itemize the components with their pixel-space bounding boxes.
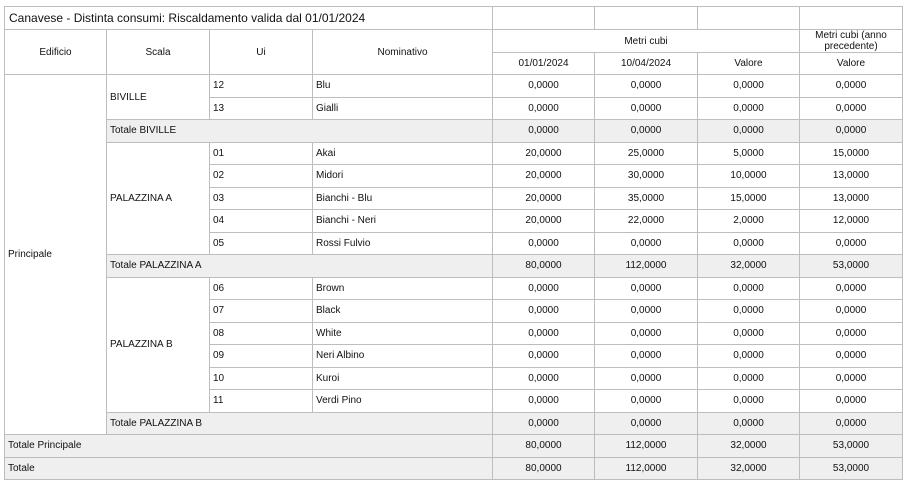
cell-date-2: 112,0000 <box>595 457 698 480</box>
ui-cell: 07 <box>210 300 313 323</box>
ui-cell: 09 <box>210 345 313 368</box>
cell-date-1: 0,0000 <box>493 277 595 300</box>
cell-valore: 32,0000 <box>698 255 800 278</box>
cell-date-1: 20,0000 <box>493 187 595 210</box>
nominativo-cell: Brown <box>313 277 493 300</box>
cell-valore-prev: 0,0000 <box>800 75 903 98</box>
consumption-table <box>4 6 903 480</box>
cell-valore-prev: 53,0000 <box>800 435 903 458</box>
table-row <box>5 75 903 98</box>
cell-date-2: 0,0000 <box>595 232 698 255</box>
nominativo-cell: Midori <box>313 165 493 188</box>
cell-date-1: 0,0000 <box>493 412 595 435</box>
cell-date-2: 112,0000 <box>595 255 698 278</box>
ui-cell: 06 <box>210 277 313 300</box>
cell-valore: 0,0000 <box>698 300 800 323</box>
ui-cell: 05 <box>210 232 313 255</box>
cell-valore-prev: 0,0000 <box>800 97 903 120</box>
table-body <box>5 7 903 480</box>
cell-date-1: 0,0000 <box>493 300 595 323</box>
grand-total-row-label: Totale <box>5 457 493 480</box>
cell-date-1: 0,0000 <box>493 75 595 98</box>
cell-valore-prev: 0,0000 <box>800 412 903 435</box>
cell-date-2: 0,0000 <box>595 97 698 120</box>
cell-date-2: 35,0000 <box>595 187 698 210</box>
cell-date-2: 0,0000 <box>595 120 698 143</box>
cell-valore-prev: 0,0000 <box>800 232 903 255</box>
cell-valore-prev: 0,0000 <box>800 345 903 368</box>
header-nominativo: Nominativo <box>313 30 493 75</box>
cell-date-1: 80,0000 <box>493 457 595 480</box>
cell-valore: 5,0000 <box>698 142 800 165</box>
empty-cell <box>800 7 903 30</box>
cell-valore: 0,0000 <box>698 75 800 98</box>
group-total-row <box>5 255 903 278</box>
nominativo-cell: Gialli <box>313 97 493 120</box>
cell-date-2: 25,0000 <box>595 142 698 165</box>
group-total-label: Totale PALAZZINA A <box>107 255 493 278</box>
cell-date-1: 80,0000 <box>493 435 595 458</box>
cell-date-1: 80,0000 <box>493 255 595 278</box>
nominativo-cell: Akai <box>313 142 493 165</box>
cell-date-1: 0,0000 <box>493 232 595 255</box>
cell-valore-prev: 0,0000 <box>800 367 903 390</box>
cell-date-2: 0,0000 <box>595 412 698 435</box>
ui-cell: 11 <box>210 390 313 413</box>
nominativo-cell: Bianchi - Neri <box>313 210 493 233</box>
ui-cell: 03 <box>210 187 313 210</box>
cell-valore: 32,0000 <box>698 435 800 458</box>
cell-date-2: 22,0000 <box>595 210 698 233</box>
building-total-row-label: Totale Principale <box>5 435 493 458</box>
cell-date-2: 0,0000 <box>595 390 698 413</box>
nominativo-cell: White <box>313 322 493 345</box>
cell-valore-prev: 0,0000 <box>800 300 903 323</box>
ui-cell: 04 <box>210 210 313 233</box>
cell-valore: 10,0000 <box>698 165 800 188</box>
group-total-row <box>5 412 903 435</box>
cell-valore: 0,0000 <box>698 277 800 300</box>
header-edificio: Edificio <box>5 30 107 75</box>
cell-valore-prev: 53,0000 <box>800 457 903 480</box>
cell-valore: 0,0000 <box>698 97 800 120</box>
ui-cell: 08 <box>210 322 313 345</box>
cell-valore: 2,0000 <box>698 210 800 233</box>
grand-total-row <box>5 457 903 480</box>
cell-valore: 0,0000 <box>698 412 800 435</box>
ui-cell: 13 <box>210 97 313 120</box>
cell-date-2: 112,0000 <box>595 435 698 458</box>
empty-cell <box>493 7 595 30</box>
nominativo-cell: Blu <box>313 75 493 98</box>
cell-valore-prev: 0,0000 <box>800 277 903 300</box>
cell-valore-prev: 53,0000 <box>800 255 903 278</box>
cell-valore: 15,0000 <box>698 187 800 210</box>
header-valore-prev: Valore <box>800 53 903 75</box>
cell-valore-prev: 13,0000 <box>800 187 903 210</box>
cell-date-1: 20,0000 <box>493 210 595 233</box>
header-date-2: 10/04/2024 <box>595 53 698 75</box>
cell-date-2: 0,0000 <box>595 367 698 390</box>
building-total-row <box>5 435 903 458</box>
cell-date-1: 0,0000 <box>493 322 595 345</box>
cell-date-2: 0,0000 <box>595 277 698 300</box>
cell-date-2: 0,0000 <box>595 75 698 98</box>
report-title: Canavese - Distinta consumi: Riscaldamento valida dal 01/01/2024 <box>5 7 493 30</box>
nominativo-cell: Kuroi <box>313 367 493 390</box>
cell-date-2: 0,0000 <box>595 322 698 345</box>
empty-cell <box>595 7 698 30</box>
table-row <box>5 277 903 300</box>
cell-date-1: 20,0000 <box>493 142 595 165</box>
cell-valore-prev: 0,0000 <box>800 120 903 143</box>
empty-cell <box>698 7 800 30</box>
cell-date-1: 20,0000 <box>493 165 595 188</box>
cell-valore-prev: 0,0000 <box>800 322 903 345</box>
building-cell: Principale <box>5 75 107 435</box>
cell-valore: 0,0000 <box>698 232 800 255</box>
cell-date-1: 0,0000 <box>493 367 595 390</box>
cell-valore: 32,0000 <box>698 457 800 480</box>
cell-date-2: 0,0000 <box>595 345 698 368</box>
ui-cell: 12 <box>210 75 313 98</box>
cell-valore-prev: 15,0000 <box>800 142 903 165</box>
header-ui: Ui <box>210 30 313 75</box>
cell-valore: 0,0000 <box>698 390 800 413</box>
scala-cell: BIVILLE <box>107 75 210 120</box>
group-total-label: Totale PALAZZINA B <box>107 412 493 435</box>
nominativo-cell: Rossi Fulvio <box>313 232 493 255</box>
header-metri-cubi: Metri cubi <box>493 30 800 53</box>
header-valore: Valore <box>698 53 800 75</box>
cell-date-2: 0,0000 <box>595 300 698 323</box>
scala-cell: PALAZZINA A <box>107 142 210 255</box>
cell-date-1: 0,0000 <box>493 390 595 413</box>
cell-valore-prev: 13,0000 <box>800 165 903 188</box>
nominativo-cell: Black <box>313 300 493 323</box>
nominativo-cell: Neri Albino <box>313 345 493 368</box>
cell-date-1: 0,0000 <box>493 120 595 143</box>
group-total-label: Totale BIVILLE <box>107 120 493 143</box>
cell-date-1: 0,0000 <box>493 345 595 368</box>
title-row <box>5 7 903 30</box>
cell-valore-prev: 12,0000 <box>800 210 903 233</box>
nominativo-cell: Bianchi - Blu <box>313 187 493 210</box>
header-row-1 <box>5 30 903 53</box>
cell-valore: 0,0000 <box>698 322 800 345</box>
cell-date-1: 0,0000 <box>493 97 595 120</box>
nominativo-cell: Verdi Pino <box>313 390 493 413</box>
cell-valore-prev: 0,0000 <box>800 390 903 413</box>
group-total-row <box>5 120 903 143</box>
table-row <box>5 142 903 165</box>
cell-valore: 0,0000 <box>698 367 800 390</box>
ui-cell: 02 <box>210 165 313 188</box>
scala-cell: PALAZZINA B <box>107 277 210 412</box>
cell-valore: 0,0000 <box>698 120 800 143</box>
header-scala: Scala <box>107 30 210 75</box>
ui-cell: 01 <box>210 142 313 165</box>
cell-valore: 0,0000 <box>698 345 800 368</box>
ui-cell: 10 <box>210 367 313 390</box>
cell-date-2: 30,0000 <box>595 165 698 188</box>
header-date-1: 01/01/2024 <box>493 53 595 75</box>
header-metri-cubi-prev: Metri cubi (anno precedente) <box>800 30 903 53</box>
